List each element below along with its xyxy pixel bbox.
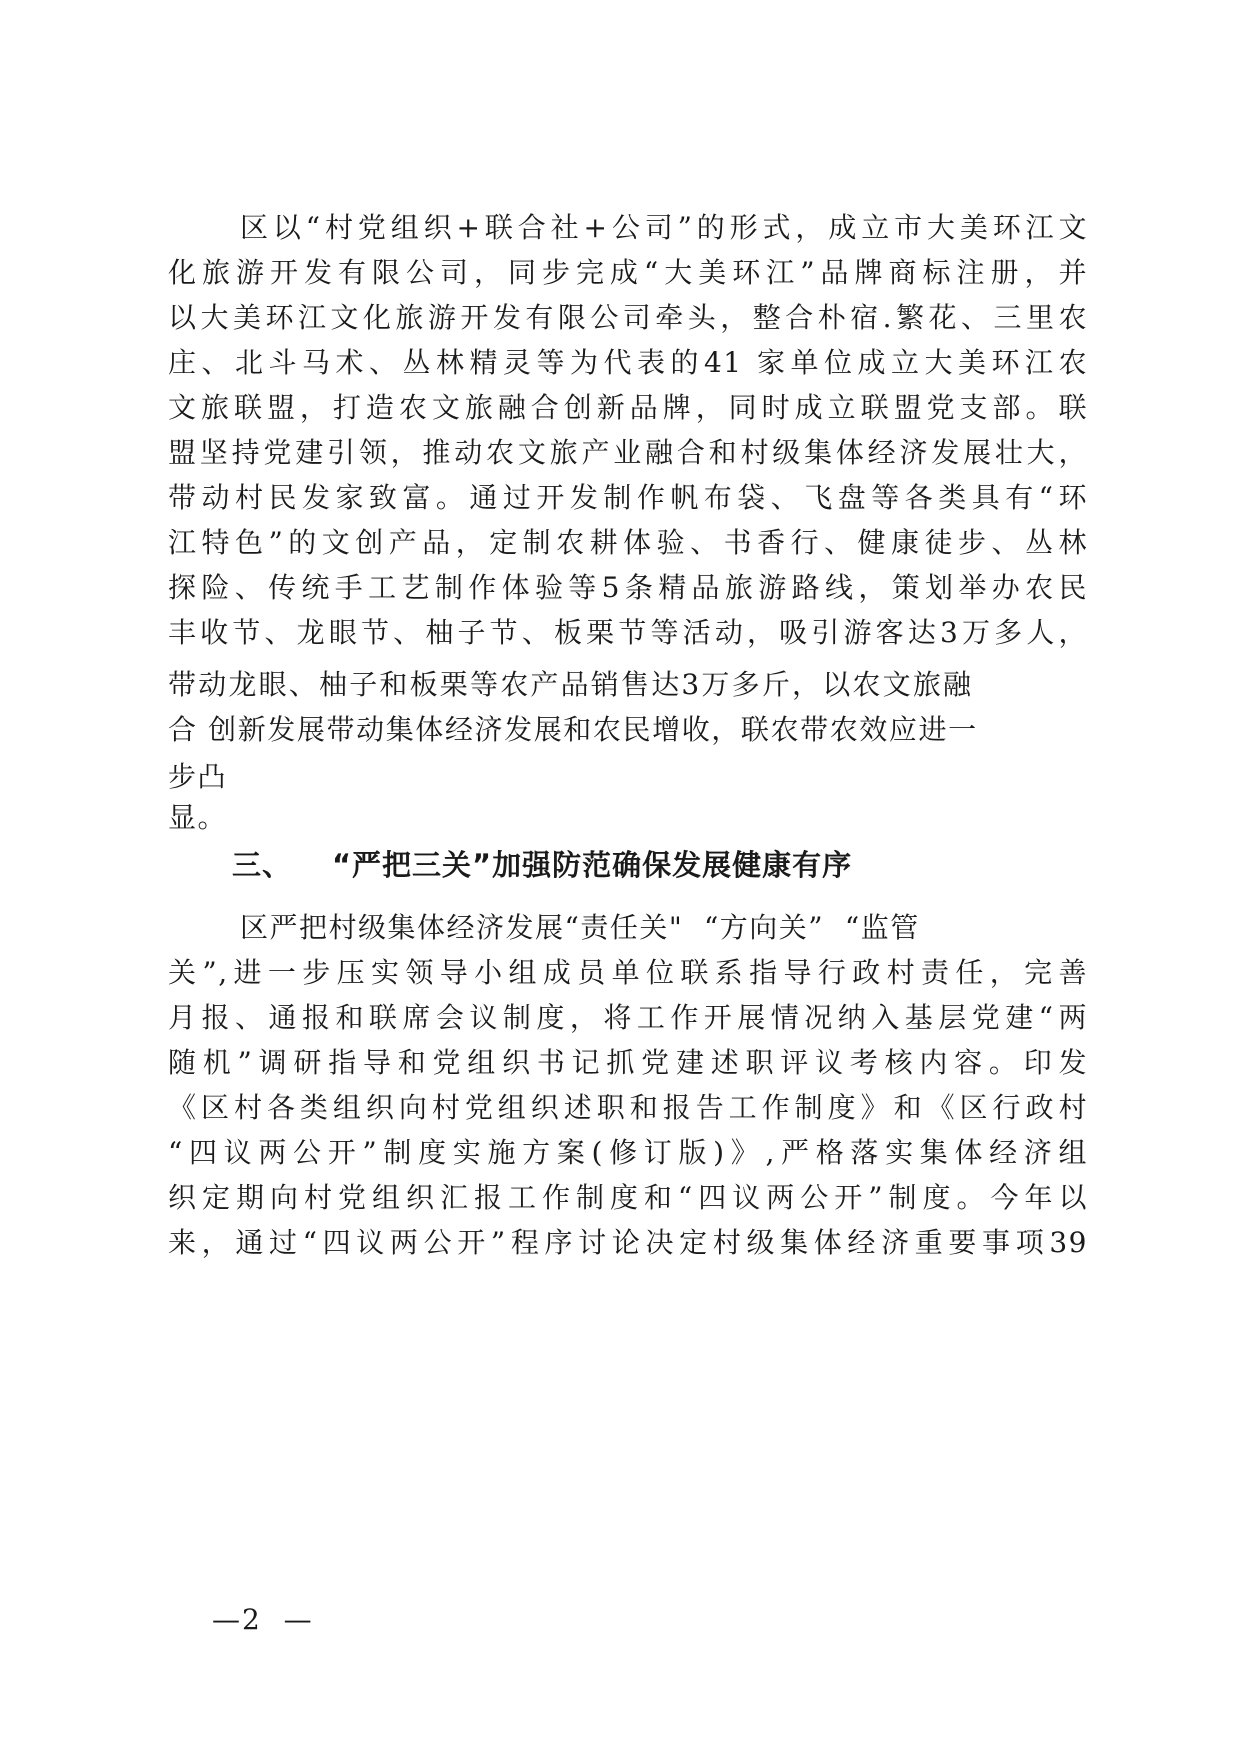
paragraph-line: 以大美环江文化旅游开发有限公司牵头，整合朴宿.繁花、三里农 [168, 301, 1088, 334]
paragraph-line: 来，通过“四议两公开”程序讨论决定村级集体经济重要事项39 [168, 1226, 1088, 1259]
paragraph-line: 月报、通报和联席会议制度，将工作开展情况纳入基层党建“两 [168, 1001, 1088, 1034]
paragraph-line: 关”,进一步压实领导小组成员单位联系指导行政村责任，完善 [168, 956, 1088, 989]
paragraph-line: 化旅游开发有限公司，同步完成“大美环江”品牌商标注册，并 [168, 256, 1088, 289]
paragraph-line: 江特色”的文创产品，定制农耕体验、书香行、健康徒步、丛林 [168, 526, 1088, 559]
paragraph-line: 探险、传统手工艺制作体验等5条精品旅游路线，策划举办农民 [168, 571, 1088, 604]
paragraph-line: 盟坚持党建引领，推动农文旅产业融合和村级集体经济发展壮大， [168, 436, 1088, 469]
paragraph-line: 合 创新发展带动集体经济发展和农民增收，联农带农效应进一 [168, 713, 978, 746]
paragraph-line: 带动村民发家致富。通过开发制作帆布袋、飞盘等各类具有“环 [168, 481, 1088, 514]
paragraph-line: 《区村各类组织向村党组织述职和报告工作制度》和《区行政村 [168, 1091, 1088, 1124]
paragraph-line: 丰收节、龙眼节、柚子节、板栗节等活动，吸引游客达3万多人， [168, 616, 1088, 649]
paragraph-line: 步凸 [168, 760, 228, 793]
paragraph-line: “四议两公开”制度实施方案(修订版)》,严格落实集体经济组 [168, 1136, 1088, 1169]
paragraph-line: 显。 [168, 801, 228, 834]
paragraph-line: 区严把村级集体经济发展“责任关" “方向关” “监管 [240, 911, 920, 944]
page-number: —2 — [212, 1603, 314, 1636]
paragraph-line: 区以“村党组织+联合社+公司”的形式，成立市大美环江文 [240, 211, 1088, 244]
paragraph-line: 随机”调研指导和党组织书记抓党建述职评议考核内容。印发 [168, 1046, 1088, 1079]
paragraph-line: 织定期向村党组织汇报工作制度和“四议两公开”制度。今年以 [168, 1181, 1088, 1214]
paragraph-line: 文旅联盟，打造农文旅融合创新品牌，同时成立联盟党支部。联 [168, 391, 1088, 424]
paragraph-line: 庄、北斗马术、丛林精灵等为代表的41 家单位成立大美环江农 [168, 346, 1088, 379]
section-heading [232, 845, 852, 885]
section-title: “严把三关”加强防范确保发展健康有序 [332, 848, 853, 882]
section-number: 三、 [232, 848, 293, 882]
paragraph-line: 带动龙眼、柚子和板栗等农产品销售达3万多斤，以农文旅融 [168, 668, 974, 701]
